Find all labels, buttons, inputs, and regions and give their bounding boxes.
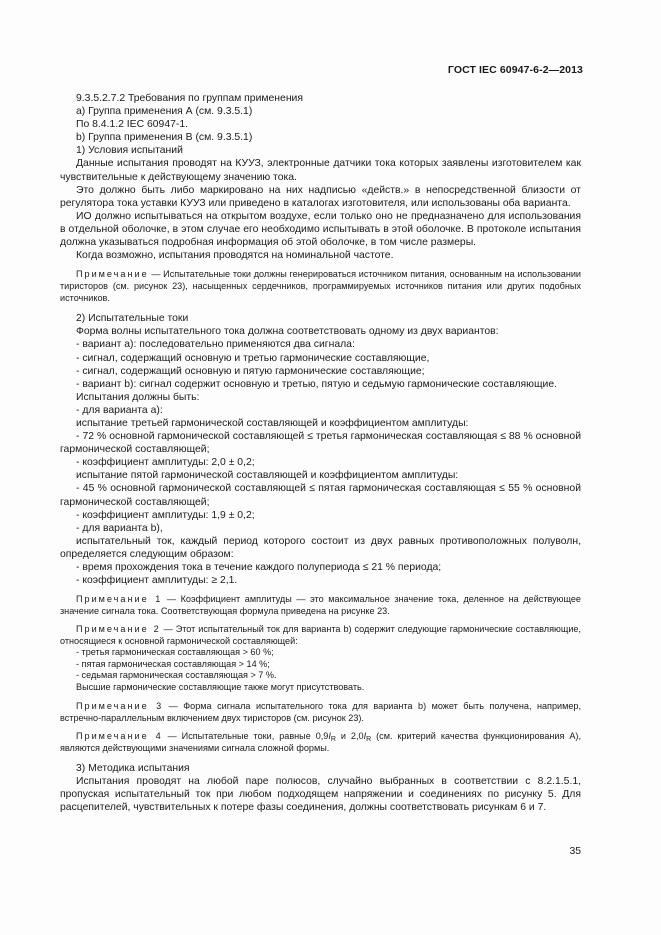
subscript: R (366, 735, 372, 743)
subscript: R (330, 735, 336, 743)
note-text: — Испытательные токи должны генерироваться источником питания, основанным на использовании тиристоров (см. рисунок 23), насыщенных сердечников, программируемых источников питания или других подобных источников. (60, 269, 581, 304)
paragraph: По 8.4.1.2 IEC 60947-1. (76, 119, 189, 131)
paragraph: ИО должно испытываться на открытом воздухе, если только оно не предназначено для использования в отдельной оболочке, в этом случае его необходимо испытывать в этой оболочке. В протоколе испытания должна указываться подробная информация об этой оболочке, в том числе размеры. (60, 210, 581, 249)
note-label: Примечание (76, 269, 149, 280)
list-item: - коэффициент амплитуды: ≥ 2,1. (76, 575, 238, 587)
note-label: Примечание 2 (76, 624, 161, 635)
paragraph: Форма волны испытательного тока должна соответствовать одному из двух вариантов: (76, 326, 499, 338)
list-item: - сигнал, содержащий основную и пятую гармонические составляющие; (76, 365, 425, 377)
list-item: - вариант a): последовательно применяются два сигнала: (76, 339, 355, 351)
paragraph: Испытания проводят на любой паре полюсов, случайно выбранных в соответствии с 8.2.1.5.1, пропуская испытательный ток при любом подходящем напряжении и соединениях по рисунку 5. Для расцепителей, чувствительных к потере фазы соединения, должны соответствовать рисункам 6 и 7. (60, 775, 581, 813)
note-text: — Испытательные токи, равные 0,9 (162, 730, 329, 741)
subheading: 1) Условия испытаний (76, 145, 183, 157)
list-item: - коэффициент амплитуды: 1,9 ± 0,2; (76, 509, 255, 521)
note-1 (60, 593, 581, 617)
note-text: — Этот испытательный ток для варианта b) содержит следующие гармонические составляющие, относящиеся к основной гармонической составляющей: (60, 624, 581, 647)
note-list-item: - седьмая гармоническая составляющая > 7 %. (76, 670, 277, 681)
list-item: - для варианта b), (76, 522, 163, 534)
paragraph: испытание пятой гармонической составляющей и коэффициентом амплитуды: (76, 470, 459, 482)
paragraph: испытательный ток, каждый период которого состоит из двух равных противоположных полуволн, определяется следующим образом: (60, 535, 581, 560)
note-text: и 2,0 (335, 730, 364, 741)
note-text-line: Высшие гармонические составляющие также могут присутствовать. (76, 681, 365, 692)
subheading: 3) Методика испытания (76, 762, 190, 774)
note (60, 268, 581, 304)
list-item: - вариант b): сигнал содержит основную и третью, пятую и седьмую гармонические составляющие. (76, 378, 557, 390)
list-item: - 72 % основной гармонической составляющей ≤ третья гармоническая составляющая ≤ 88 % основной гармонической составляющей; (60, 431, 581, 456)
paragraph: a) Группа применения А (см. 9.3.5.1) (76, 106, 253, 118)
list-item: - время прохождения тока в течение каждого полупериода ≤ 21 % периода; (76, 562, 442, 573)
note-4 (60, 730, 581, 754)
current-symbol: I (363, 730, 367, 741)
note-label: Примечание 3 (76, 700, 164, 711)
paragraph: Данные испытания проводят на КУУЗ, электронные датчики тока которых заявлены изготовителем как чувствительные к действующему значению тока. (60, 158, 581, 183)
paragraph: Когда возможно, испытания проводятся на номинальной частоте. (76, 250, 394, 262)
list-item: - 45 % основной гармонической составляющей ≤ пятая гармоническая составляющая ≤ 55 % основной гармонической составляющей; (60, 483, 581, 508)
clause-title: 9.3.5.2.7.2 Требования по группам применения (76, 93, 303, 104)
note-text: — Форма сигнала испытательного тока для варианта b) может быть получена, например, встречно-параллельным включением двух тиристоров (см. рисунок 23). (60, 700, 581, 723)
subheading: 2) Испытательные токи (76, 313, 189, 325)
list-item: - сигнал, содержащий основную и третью гармонические составляющие, (76, 352, 430, 364)
current-symbol: I (328, 730, 331, 741)
paragraph: Это должно быть либо маркировано на них надписью «действ.» в непосредственной близости от регулятора тока уставки КУУЗ или приведено в каталогах изготовителя, или использованы оба варианта. (60, 184, 581, 209)
note-list-item: - третья гармоническая составляющая > 60 %; (76, 647, 274, 658)
list-item: - для варианта a): (76, 404, 163, 416)
page-number: 35 (569, 846, 581, 857)
note-list-item: - пятая гармоническая составляющая > 14 %; (76, 658, 270, 669)
page-content (60, 92, 581, 814)
note-text: (см. критерий качества функционирования А), являются действующими значениями сигнала сложной формы. (60, 730, 581, 753)
note-text: — Коэффициент амплитуды — это максимальное значение тока, деленное на действующее значение сигнала тока. Соответствующая формула приведена на рисунке 23. (60, 594, 581, 617)
paragraph: Испытания должны быть: (76, 391, 200, 403)
list-item: - коэффициент амплитуды: 2,0 ± 0,2; (76, 457, 255, 469)
paragraph: испытание третьей гармонической составляющей и коэффициентом амплитуды: (76, 417, 469, 429)
standard-header: ГОСТ IEC 60947-6-2—2013 (447, 64, 583, 76)
note-3 (60, 700, 581, 724)
note-label: Примечание 1 (76, 594, 163, 605)
paragraph: b) Группа применения В (см. 9.3.5.1) (76, 132, 253, 144)
note-2 (60, 623, 581, 647)
note-label: Примечание 4 (76, 730, 163, 741)
